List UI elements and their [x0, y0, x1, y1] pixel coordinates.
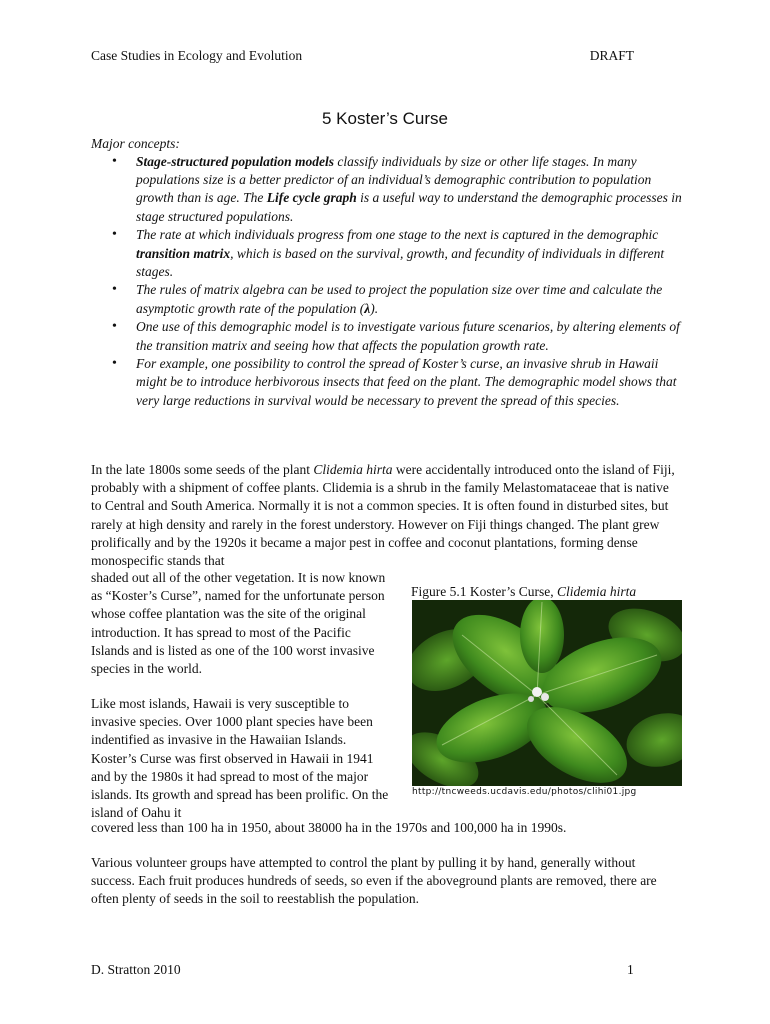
clidemia-hirta-photo: [412, 600, 682, 786]
major-concepts-label: Major concepts:: [91, 136, 180, 151]
figure-source-url: http://tncweeds.ucdavis.edu/photos/clihi01.jpg: [412, 787, 637, 797]
figure-caption-species: Clidemia hirta: [557, 584, 637, 599]
text-run: One use of this demographic model is to investigate various future scenarios, by altering elements of the transition matrix and seeing how that affects the population growth rate.: [136, 319, 680, 353]
emphasis-term: λ: [364, 300, 371, 316]
concept-item: [112, 226, 682, 281]
emphasis-term: transition matrix: [136, 245, 231, 261]
body-paragraph-hawaii-continued: covered less than 100 ha in 1950, about 38000 ha in the 1970s and 100,000 ha in 1990s.: [91, 820, 567, 835]
concept-item: [112, 355, 682, 410]
footer-author: D. Stratton 2010: [91, 962, 181, 977]
emphasis-term: Stage-structured population models: [136, 154, 335, 169]
body-paragraph-intro-continued: shaded out all of the other vegetation. It is now known as “Koster’s Curse”, named for the unfortunate person whose coffee plantation was the site of the original introduction. It has spread to most of the Pacific Islands and is listed as one of the 100 worst invasive species in the world.: [91, 570, 386, 677]
text-run: , which is based on the survival, growth, and fecundity of individuals in different stages.: [136, 245, 665, 279]
body-paragraph-hawaii: Like most islands, Hawaii is very susceptible to invasive species. Over 1000 plant species have been indentified as invasive in the Hawaiian Islands. Koster’s Curse was first observed in Hawaii in 1941 and by the 1980s it had spread to most of the major islands. Its growth and spread has been prolific. On the island of Oahu it: [91, 696, 389, 821]
text-run: were accidentally introduced onto the island of Fiji, probably with a shipment of coffee plants. Clidemia is a shrub in the family Melastomataceae that is native to Central and South America. Normally it is not a common species. It is often found in disturbed sites, but rarely at high density and rarely in the forest understory. However on Fiji things changed. The plant grew prolifically and by the 1920s it became a major pest in coffee and coconut plantations, forming dense monospecific stands that: [91, 462, 675, 569]
text-run: For example, one possibility to control the spread of Koster’s curse, an invasive shrub in Hawaii might be to introduce herbivorous insects that feed on the plant. The demographic model shows that very large reductions in survival would be necessary to prevent the spread of this species.: [136, 356, 677, 408]
text-run: In the late 1800s some seeds of the plant: [91, 462, 314, 477]
text-run: is a useful way to understand the demographic processes in stage structured populations.: [136, 190, 682, 224]
running-header-title: Case Studies in Ecology and Evolution: [91, 48, 303, 63]
text-run: The rate at which individuals progress from one stage to the next is captured in the demographic: [136, 227, 659, 243]
chapter-title: 5 Koster’s Curse: [322, 109, 448, 128]
text-run: ).: [370, 300, 379, 316]
running-header-draft: DRAFT: [589, 48, 634, 63]
major-concepts-list: [112, 153, 682, 410]
page-number: 1: [627, 962, 634, 977]
concept-item: [112, 153, 682, 226]
figure-caption: Figure 5.1 Koster’s Curse, Clidemia hirta: [411, 584, 637, 599]
concept-item: [112, 318, 682, 354]
body-paragraph-control: Various volunteer groups have attempted to control the plant by pulling it by hand, generally without success. Each fruit produces hundreds of seeds, so even if the aboveground plants are removed, there are often plenty of seeds in the soil to reestablish the population.: [91, 855, 657, 907]
text-run: The rules of matrix algebra can be used to project the population size over time and calculate the asymptotic growth rate of the population (: [136, 282, 663, 316]
emphasis-term: Life cycle graph: [266, 190, 357, 206]
italic-term: Clidemia hirta: [313, 462, 393, 477]
body-paragraph-intro: [91, 461, 676, 570]
concept-item: [112, 281, 682, 317]
text-run: classify individuals by size or other life stages. In many populations size is a better predictor of an individual’s demographic contribution to population growth than is age. The: [136, 154, 652, 206]
